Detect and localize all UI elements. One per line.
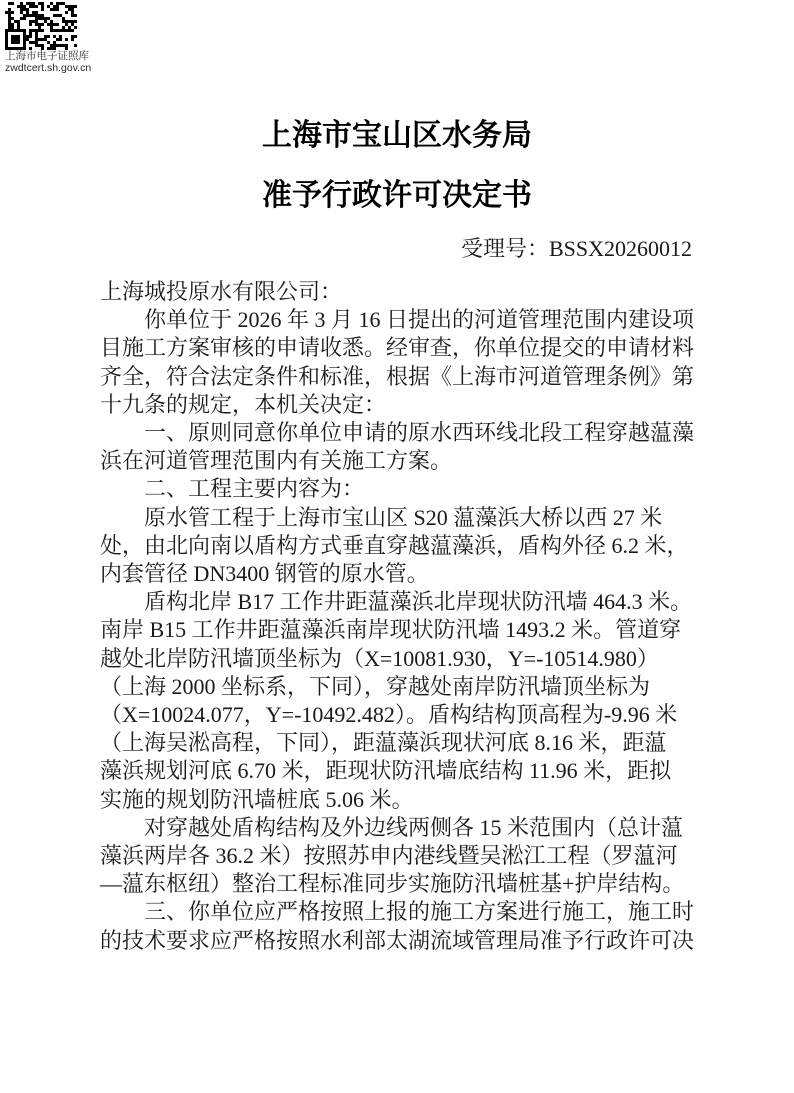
case-number-row: [461, 235, 692, 263]
document-body: [100, 278, 704, 955]
document-title-authority: 上海市宝山区水务局: [262, 119, 532, 152]
body-line: 目施工方案审核的申请收悉。经审查，你单位提交的申请材料: [100, 335, 695, 361]
body-lines: [100, 306, 704, 955]
body-line: 二、工程主要内容为：: [144, 476, 365, 502]
body-line: 一、原则同意你单位申请的原水西环线北段工程穿越蕰藻: [144, 420, 695, 446]
body-line: 你单位于 2026 年 3 月 16 日提出的河道管理范围内建设项: [144, 307, 695, 333]
body-line: （X=10024.077，Y=-10492.482）。盾构结构顶高程为-9.96 米: [100, 702, 678, 728]
body-line: 十九条的规定，本机关决定：: [100, 391, 387, 417]
body-line: 实施的规划防汛墙桩底 5.06 米。: [100, 786, 414, 812]
body-line: 齐全，符合法定条件和标准，根据《上海市河道管理条例》第: [100, 363, 695, 389]
body-line: 藻浜两岸各 36.2 米）按照苏申内港线暨吴淞江工程（罗蕰河: [100, 843, 678, 869]
body-line: 南岸 B15 工作井距蕰藻浜南岸现状防汛墙 1493.2 米。管道穿: [100, 617, 682, 643]
body-line: 浜在河道管理范围内有关施工方案。: [100, 448, 453, 474]
body-line: 内套管径 DN3400 钢管的原水管。: [100, 561, 429, 587]
body-line: 原水管工程于上海市宝山区 S20 蕰藻浜大桥以西 27 米: [144, 504, 663, 530]
qr-label-cn: 上海市电子证照库: [5, 50, 89, 62]
body-line: （上海 2000 坐标系，下同），穿越处南岸防汛墙顶坐标为: [100, 673, 651, 699]
case-number-label: 受理号：: [460, 236, 549, 261]
body-line: 对穿越处盾构结构及外边线两侧各 15 米范围内（总计蕰: [144, 814, 684, 840]
body-line: 藻浜规划河底 6.70 米，距现状防汛墙底结构 11.96 米，距拟: [100, 758, 672, 784]
body-line: （上海吴淞高程，下同），距蕰藻浜现状河底 8.16 米，距蕰: [100, 730, 667, 756]
body-line: 盾构北岸 B17 工作井距蕰藻浜北岸现状防汛墙 464.3 米。: [144, 589, 693, 615]
body-line: —蕰东枢纽）整治工程标准同步实施防汛墙桩基+护岸结构。: [100, 871, 685, 897]
body-line: 处，由北向南以盾构方式垂直穿越蕰藻浜，盾构外径 6.2 米，: [100, 532, 689, 558]
qr-code-block: [5, 2, 100, 74]
case-number-value: BSSX20260012: [548, 236, 692, 261]
qr-label-url: zwdtcert.sh.gov.cn: [5, 62, 92, 74]
document-title-type: 准予行政许可决定书: [262, 179, 532, 212]
body-line: 的技术要求应严格按照水利部太湖流域管理局准予行政许可决: [100, 927, 695, 953]
body-line: 越处北岸防汛墙顶坐标为（X=10081.930，Y=-10514.980）: [100, 645, 659, 671]
qr-code-icon: [5, 2, 78, 50]
recipient-line: 上海城投原水有限公司：: [100, 279, 343, 304]
body-line: 三、你单位应严格按照上报的施工方案进行施工，施工时: [144, 899, 695, 925]
